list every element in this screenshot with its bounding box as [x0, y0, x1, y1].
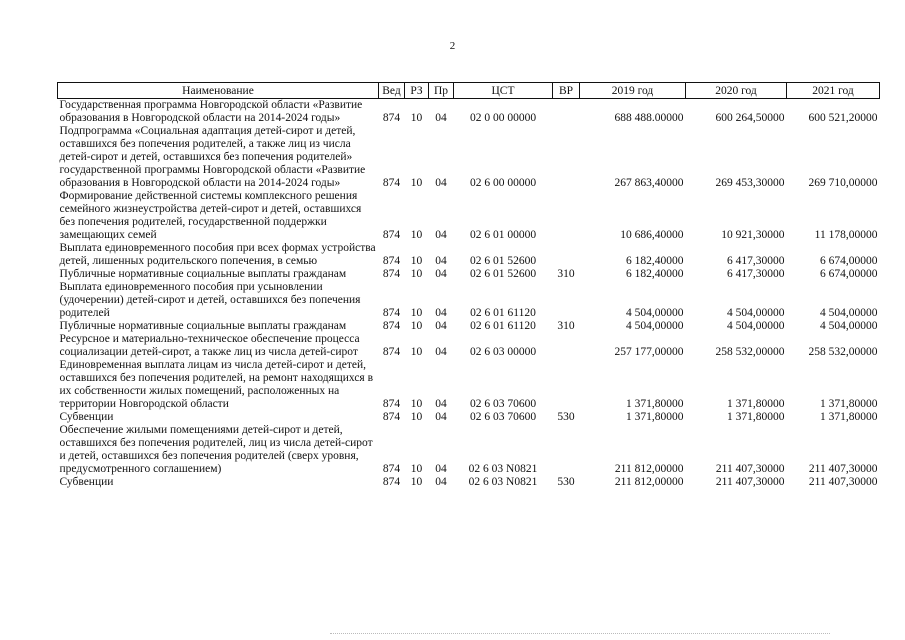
cell-2020: 1 371,80000	[727, 411, 785, 423]
cell-vr	[553, 125, 580, 190]
cell-2019: 4 504,00000	[626, 320, 684, 332]
cell-2020: 4 504,00000	[727, 320, 785, 332]
cell-name: Субвенции	[59, 476, 114, 488]
header-cst: ЦСТ	[454, 83, 553, 99]
cell-2019: 267 863,40000	[614, 177, 684, 189]
cell-2021: 211 407,30000	[808, 476, 878, 488]
cell-rz: 10	[410, 255, 423, 267]
cell-2021: 258 532,00000	[808, 346, 878, 358]
cell-2020: 4 504,00000	[727, 307, 785, 319]
cell-pr: 04	[435, 229, 447, 241]
cell-2021: 4 504,00000	[820, 307, 878, 319]
table-row	[58, 476, 880, 489]
table-row	[58, 99, 880, 126]
cell-vr: 310	[557, 320, 575, 332]
cell-cst: 02 6 03 70600	[469, 411, 537, 423]
cell-ved: 874	[382, 346, 401, 358]
cell-cst: 02 6 01 61120	[470, 320, 536, 332]
cell-ved: 874	[382, 229, 401, 241]
cell-ved: 874	[382, 411, 401, 423]
cell-name: Единовременная выплата лицам из числа детей-сирот и детей, оставшихся без попечения родителей, на ремонт находящихся в их собственности жилых помещений, расположенных на территории Новгородской области	[59, 359, 374, 410]
cell-rz: 10	[410, 463, 423, 475]
cell-cst: 02 6 03 N0821	[468, 463, 538, 475]
cell-cst: 02 6 00 00000	[469, 177, 537, 189]
cell-2020: 211 407,30000	[715, 463, 785, 475]
cell-ved: 874	[382, 476, 401, 488]
cell-rz: 10	[410, 112, 423, 124]
table-row	[58, 242, 880, 268]
cell-2021: 11 178,00000	[814, 229, 878, 241]
cell-name: Подпрограмма «Социальная адаптация детей-сирот и детей, оставшихся без попечения родителей, а также лиц из числа детей-сирот и детей, оставшихся без попечения родителей» государственной программы Новгородской области «Развитие образования в Новгородской области на 2014-2024 годы»	[59, 125, 366, 189]
cell-cst: 02 6 01 52600	[469, 268, 537, 280]
table-row	[58, 320, 880, 333]
cell-rz: 10	[410, 268, 423, 280]
cell-vr	[553, 281, 580, 320]
page-number: 2	[449, 40, 456, 52]
cell-pr: 04	[435, 177, 447, 189]
cell-2019: 10 686,40000	[620, 229, 684, 241]
cell-pr: 04	[435, 398, 447, 410]
cell-vr: 310	[557, 268, 575, 280]
cell-pr: 04	[435, 346, 447, 358]
header-2020: 2020 год	[686, 83, 787, 99]
cell-2019: 1 371,80000	[626, 411, 684, 423]
cell-cst: 02 0 00 00000	[469, 112, 537, 124]
cell-pr: 04	[435, 463, 447, 475]
table-row	[58, 333, 880, 359]
table-row	[58, 424, 880, 476]
cell-vr	[553, 242, 580, 268]
cell-pr: 04	[435, 112, 447, 124]
cell-name: Выплата единовременного пособия при всех формах устройства детей, лишенных родительского попечения, в семью	[59, 242, 376, 267]
table-row	[58, 190, 880, 242]
cell-ved: 874	[382, 307, 401, 319]
cell-2019: 6 182,40000	[626, 268, 684, 280]
cell-ved: 874	[382, 112, 401, 124]
cell-pr: 04	[435, 268, 447, 280]
cell-vr	[553, 333, 580, 359]
header-name: Наименование	[58, 83, 379, 99]
table-header-row	[58, 83, 880, 99]
cell-2021: 1 371,80000	[820, 411, 878, 423]
cell-rz: 10	[410, 320, 423, 332]
header-2019: 2019 год	[580, 83, 686, 99]
cell-2021: 6 674,00000	[820, 255, 878, 267]
cell-2019: 211 812,00000	[614, 476, 684, 488]
cell-ved: 874	[382, 398, 401, 410]
cell-2021: 4 504,00000	[820, 320, 878, 332]
cell-rz: 10	[410, 346, 423, 358]
cell-2019: 257 177,00000	[614, 346, 684, 358]
cell-rz: 10	[410, 229, 423, 241]
header-pr: Пр	[429, 83, 454, 99]
table-row	[58, 268, 880, 281]
cell-2020: 1 371,80000	[727, 398, 785, 410]
cell-cst: 02 6 03 N0821	[468, 476, 538, 488]
header-rz: РЗ	[405, 83, 429, 99]
cell-cst: 02 6 01 61120	[470, 307, 536, 319]
cell-ved: 874	[382, 463, 401, 475]
cell-vr: 530	[557, 411, 575, 423]
cell-name: Публичные нормативные социальные выплаты гражданам	[59, 268, 347, 280]
table-row	[58, 411, 880, 424]
table-row	[58, 359, 880, 411]
cell-2020: 6 417,30000	[727, 268, 785, 280]
cell-pr: 04	[435, 255, 447, 267]
cell-pr: 04	[435, 411, 447, 423]
cell-cst: 02 6 03 00000	[469, 346, 537, 358]
cell-name: Государственная программа Новгородской области «Развитие образования в Новгородской области на 2014-2024 годы»	[59, 99, 363, 124]
cell-name: Формирование действенной системы комплексного решения семейного жизнеустройства детей-сирот и детей, оставшихся без попечения родителей, государственной поддержки замещающих семей	[59, 190, 362, 241]
cell-name: Выплата единовременного пособия при усыновлении (удочерении) детей-сирот и детей, оставшихся без попечения родителей	[59, 281, 361, 319]
table-row	[58, 281, 880, 320]
cell-name: Обеспечение жилыми помещениями детей-сирот и детей, оставшихся без попечения родителей, лиц из числа детей-сирот и детей, оставшихся без попечения родителей (сверх уровня, предусмотренного соглашением)	[59, 424, 373, 475]
table-row	[58, 125, 880, 190]
cell-pr: 04	[435, 476, 447, 488]
cell-2020: 258 532,00000	[715, 346, 785, 358]
cell-ved: 874	[382, 255, 401, 267]
cell-2021: 211 407,30000	[808, 463, 878, 475]
cell-2020: 600 264,50000	[715, 112, 785, 124]
cell-name: Ресурсное и материально-техническое обеспечение процесса социализации детей-сирот, а также лиц из числа детей-сирот	[59, 333, 360, 358]
cell-2019: 1 371,80000	[626, 398, 684, 410]
cell-2020: 6 417,30000	[727, 255, 785, 267]
cell-cst: 02 6 01 00000	[469, 229, 537, 241]
header-vr: ВР	[553, 83, 580, 99]
cell-rz: 10	[410, 307, 423, 319]
cell-vr	[553, 190, 580, 242]
cell-name: Публичные нормативные социальные выплаты гражданам	[59, 320, 347, 332]
cell-rz: 10	[410, 411, 423, 423]
cell-ved: 874	[382, 177, 401, 189]
cell-2019: 688 488.00000	[614, 112, 684, 124]
cell-pr: 04	[435, 307, 447, 319]
cell-vr	[553, 424, 580, 476]
cell-cst: 02 6 01 52600	[469, 255, 537, 267]
cell-pr: 04	[435, 320, 447, 332]
cell-ved: 874	[382, 268, 401, 280]
cell-vr	[553, 359, 580, 411]
header-ved: Вед	[379, 83, 405, 99]
cell-rz: 10	[410, 177, 423, 189]
cell-2019: 211 812,00000	[614, 463, 684, 475]
cell-2019: 4 504,00000	[626, 307, 684, 319]
cell-rz: 10	[410, 476, 423, 488]
cell-cst: 02 6 03 70600	[469, 398, 537, 410]
cell-2021: 269 710,00000	[808, 177, 878, 189]
cell-name: Субвенции	[59, 411, 114, 423]
cell-2020: 269 453,30000	[715, 177, 785, 189]
scan-artifact-line	[330, 633, 830, 637]
cell-rz: 10	[410, 398, 423, 410]
cell-ved: 874	[382, 320, 401, 332]
cell-2021: 600 521,20000	[808, 112, 878, 124]
cell-vr: 530	[557, 476, 575, 488]
cell-2021: 1 371,80000	[820, 398, 878, 410]
cell-vr	[553, 99, 580, 126]
cell-2020: 10 921,30000	[721, 229, 785, 241]
cell-2020: 211 407,30000	[715, 476, 785, 488]
header-2021: 2021 год	[787, 83, 880, 99]
cell-2019: 6 182,40000	[626, 255, 684, 267]
budget-table	[57, 82, 880, 489]
cell-2021: 6 674,00000	[820, 268, 878, 280]
